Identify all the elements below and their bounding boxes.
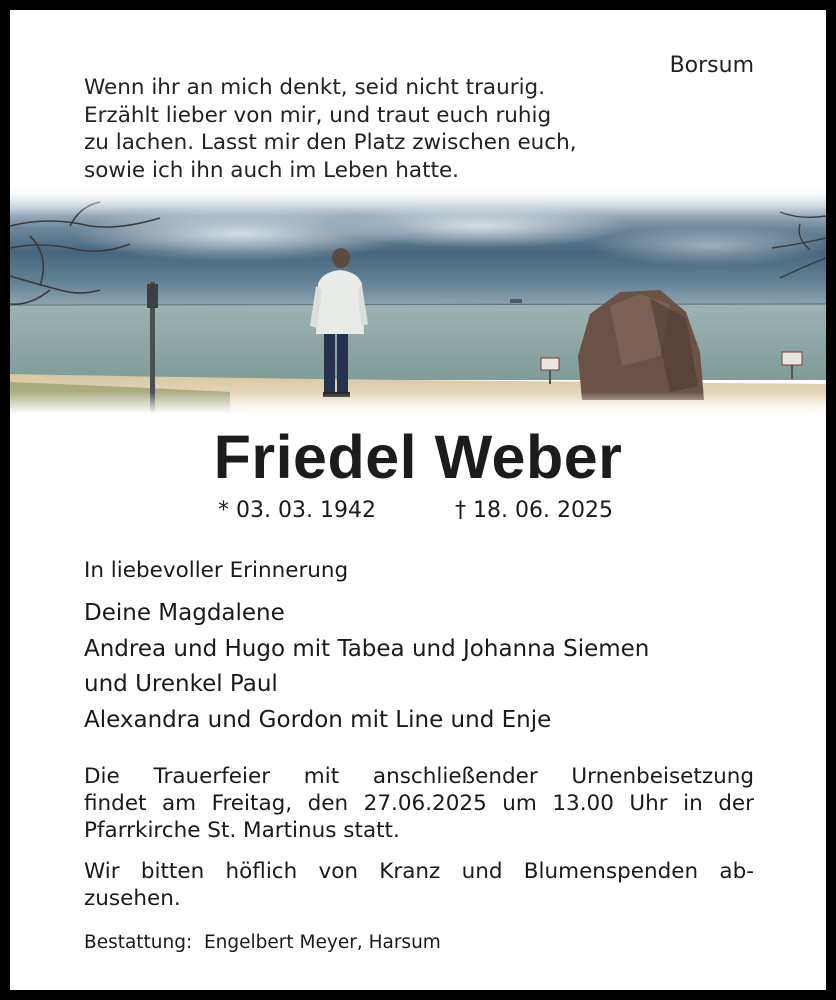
poem-line: Wenn ihr an mich denkt, seid nicht traurig. [84,75,546,100]
mourners-list [84,596,649,738]
birth-date: * 03. 03. 1942 [218,498,376,523]
death-date: † 18. 06. 2025 [455,498,613,523]
deceased-name: Friedel Weber [213,423,623,491]
poem-line: sowie ich ihn auch im Leben hatte. [84,157,460,183]
poem [84,74,577,184]
seaside-photo [10,186,826,414]
funeral-home: Bestattung: Engelbert Meyer, Harsum [84,932,441,953]
flower-request [84,858,754,912]
request-line: zusehen. [84,886,181,911]
memory-line: In liebevoller Erinnerung [84,558,349,583]
mourner-line: Deine Magdalene [84,600,285,626]
service-line: Pfarrkirche St. Martinus statt. [84,818,400,843]
location-label: Borsum [669,53,754,78]
poem-line: Erzählt lieber von mir, und traut euch ruhig [84,102,552,128]
service-info [84,763,754,844]
mourner-line: Alexandra und Gordon mit Line und Enje [84,706,552,733]
service-line: findet am Freitag, den 27.06.2025 um 13.00 Uhr in der [84,791,754,816]
mourner-line: Andrea und Hugo mit Tabea und Johanna Siemen [84,635,650,662]
poem-line: zu lachen. Lasst mir den Platz zwischen euch, [84,130,577,155]
service-line: Die Trauerfeier mit anschließender Urnenbeisetzung [84,764,754,789]
request-line: Wir bitten höflich von Kranz und Blumenspenden ab- [84,859,754,884]
obituary-card [10,10,826,990]
mourner-line: und Urenkel Paul [84,671,278,697]
